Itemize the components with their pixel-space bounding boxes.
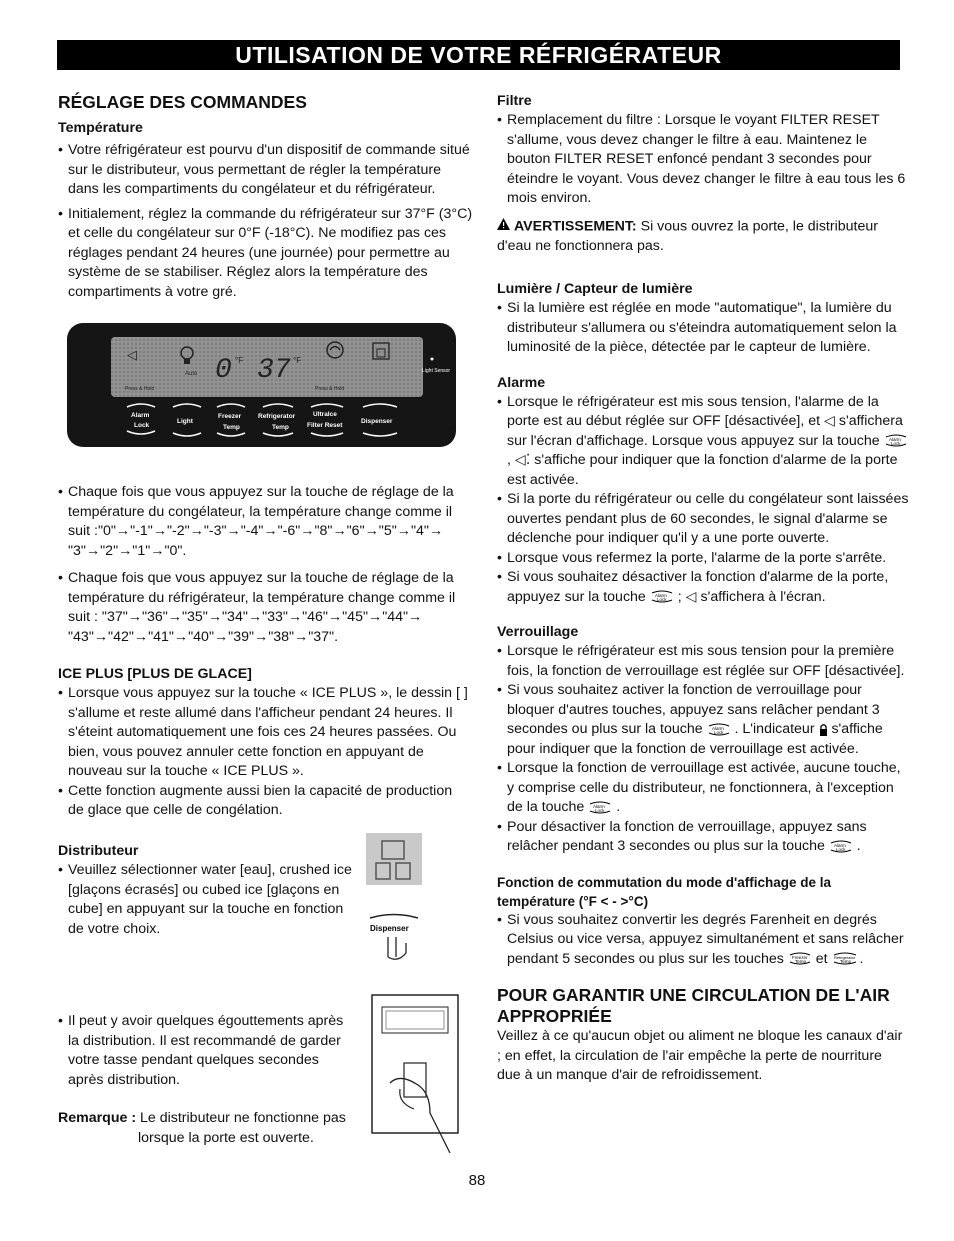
- svg-text:Lock: Lock: [713, 729, 724, 735]
- freezer-temp-readout: 0: [215, 355, 232, 386]
- iceplus-bullet-2: • Cette fonction augmente aussi bien la capacité de production de glace que celle de congélation.: [58, 782, 468, 821]
- svg-text:Freezer: Freezer: [791, 955, 808, 961]
- alarm-heading: Alarme: [497, 374, 546, 391]
- lock-b2-text-c: L'indicateur: [742, 721, 815, 737]
- distributor-bullet: • Veuillez sélectionner water [eau], crushed ice [glaçons écrasés] ou cubed ice [glaçons en cube] en appuyant sur la touche en fonction de votre choix.: [58, 861, 358, 939]
- freezer-button-label: Freezer: [218, 413, 242, 420]
- right-column: [497, 92, 909, 1086]
- alarm-b1-text-c: ,: [507, 452, 511, 468]
- alarm-button-label: Alarm: [131, 412, 150, 419]
- remark-label: Remarque :: [58, 1110, 137, 1126]
- iceplus-heading: ICE PLUS [PLUS DE GLACE]: [58, 666, 252, 682]
- drip-block: [58, 1012, 358, 1148]
- warning-line: [497, 217, 909, 257]
- control-panel-illustration: [67, 323, 456, 447]
- lock-b4-text-b: .: [856, 838, 861, 854]
- refrigerator-temp-button-label: Temp: [272, 424, 289, 431]
- light-sensor-dot: [431, 358, 434, 361]
- alarm-b4-text-c: s'affichera à l'écran.: [700, 588, 826, 605]
- remark-text-1: Le distributeur ne fonctionne pas: [136, 1110, 346, 1126]
- cup-dispenser-illustration: [370, 993, 462, 1153]
- left-column: [58, 92, 473, 302]
- iceplus-bullet-1: • Lorsque vous appuyez sur la touche « ICE PLUS », le dessin [ ] s'allume et reste allumé dans l'afficheur pendant 24 heures. Il s'éteint automatiquement une fois ces 24 heures passées. Ou bien, vous pouvez annuler cette fonction en appuyant de nouveau sur la touche « ICE PLUS ».: [58, 684, 468, 782]
- ultraice-button-label: UltraIce: [313, 411, 337, 418]
- alarm-b1-text-a: Lorsque le réfrigérateur est mis sous tension, l'alarme de la porte est au début réglée sur OFF [désactivée], et: [507, 393, 879, 429]
- alarm-b1-text-b: s'affichera sur l'écran d'affichage. Lorsque vous appuyez sur la touche: [507, 413, 903, 449]
- filter-bullet: • Remplacement du filtre : Lorsque le voyant FILTER RESET s'allume, vous devez changer le filtre à eau. Maintenez le bouton FILTER RESET enfoncé pendant 3 secondes pour éteindre le voyant. Vous devez changer le filtre à eau tous les 6 mois environ.: [497, 111, 909, 209]
- svg-text:Alarm: Alarm: [833, 842, 846, 848]
- lock-indicator-icon: [819, 723, 828, 736]
- finger-press-icon: [388, 937, 406, 959]
- dispenser-button-label: Dispenser: [361, 418, 393, 425]
- remark-line-2: lorsque la porte est ouverte.: [138, 1129, 314, 1146]
- warning-text: Si vous ouvrez la porte, le distributeur d'eau ne fonctionnera pas.: [497, 218, 878, 254]
- alarm-off-icon: ◁: [824, 413, 835, 429]
- distributor-block: [58, 842, 358, 939]
- light-button-label: Light: [177, 418, 193, 425]
- unit-b1-text-b: et: [815, 950, 828, 967]
- fridge-unit: °F: [293, 356, 302, 365]
- temperature-heading: Température: [58, 120, 143, 136]
- lock-bullet-3: [497, 759, 909, 818]
- page-header-title: UTILISATION DE VOTRE RÉFRIGÉRATEUR: [235, 42, 722, 68]
- lock-b2-text-d: s'affiche pour indiquer que la fonction de verrouillage est activée.: [507, 721, 883, 757]
- warning-triangle-icon: [497, 217, 510, 237]
- air-circulation-text: Veillez à ce qu'aucun objet ou aliment ne bloque les canaux d'air ; en effet, la circulation de l'air empêche la perte de nourriture due à un manque d'air de refroidissement.: [497, 1028, 903, 1083]
- svg-text:Alarm: Alarm: [654, 593, 667, 599]
- freezer-sequence-bullet: • Chaque fois que vous appuyez sur la touche de réglage de la température du congélateur, la température change comme il suit :"0"→"-1"→"-2"→"-3"→"-4"→"-6"→"8"→"6"→"5"→"4"→ "3"→"2"→"1"→"0".: [58, 483, 468, 561]
- alarm-lock-key-icon: [884, 434, 908, 447]
- remark-line-1: [58, 1109, 358, 1129]
- refrigerator-button-label: Refrigerator: [258, 413, 296, 420]
- alarm-bullet-1: [497, 393, 909, 491]
- sequence-block: [58, 483, 468, 821]
- unit-b1-text-c: .: [859, 950, 864, 967]
- lock-bullet-4: [497, 818, 909, 857]
- svg-text:Temp: Temp: [794, 959, 806, 965]
- alarm-indicator-icon: ◁: [127, 347, 137, 362]
- svg-text:Refrigerator: Refrigerator: [833, 955, 855, 961]
- alarm-b4-text-a: Si vous souhaitez désactiver la fonction d'alarme de la porte, appuyez sur la touche: [507, 569, 889, 605]
- filter-heading: Filtre: [497, 93, 532, 109]
- lock-b4-text-a: Pour désactiver la fonction de verrouillage, appuyez sans relâcher pendant 3 secondes ou plus sur la touche: [507, 818, 867, 854]
- svg-text:Alarm: Alarm: [888, 437, 901, 443]
- alarm-b4-text-b: ;: [677, 588, 682, 605]
- dispenser-button-illustration: [356, 833, 432, 961]
- section-title-controls: RÉGLAGE DES COMMANDES: [58, 92, 307, 112]
- refrigerator-temp-key-icon: [832, 952, 856, 965]
- svg-text:Lock: Lock: [890, 441, 901, 447]
- svg-text:Lock: Lock: [595, 807, 605, 813]
- alarm-lock-key-icon-2: [650, 590, 674, 603]
- alarm-lock-key-icon-4: [588, 801, 612, 814]
- temperature-bullet-1: • Votre réfrigérateur est pourvu d'un dispositif de commande situé sur le distributeur, vous permettant de régler la température dans les compartiments du congélateur et du réfrigérateur.: [58, 141, 473, 200]
- drip-bullet: • Il peut y avoir quelques égouttements après la distribution. Il est recommandé de garder votre tasse pendant quelques secondes après distribution.: [58, 1012, 358, 1090]
- lock-b2-text-a: Si vous souhaitez activer la fonction de verrouillage pour bloquer d'autres touches, appuyez sans relâcher pendant 3 secondes ou plus sur la touche: [507, 682, 880, 737]
- warning-label: AVERTISSEMENT:: [513, 218, 637, 234]
- press-hold-label-right: Press & Hold: [315, 386, 345, 392]
- press-hold-label-left: Press & Hold: [125, 386, 155, 392]
- lock-b3-text-a: Lorsque la fonction de verrouillage est activée, aucune touche, y comprise celle du distributeur, ne fonctionnera, à l'exception de la touche: [507, 760, 901, 815]
- svg-text:Lock: Lock: [656, 597, 667, 603]
- lock-heading: Verrouillage: [497, 624, 579, 640]
- fridge-sequence-bullet: • Chaque fois que vous appuyez sur la touche de réglage de la température du réfrigérateur, la température change comme il suit : "37"→"36"→"35"→"34"→"33"→"46"→"45"→"44"→ "43"→"42"→"41"→"40"→"39"→"38"→"37".: [58, 569, 468, 647]
- air-circulation-heading: POUR GARANTIR UNE CIRCULATION DE L'AIR APPROPRIÉE: [497, 985, 890, 1026]
- lock-button-label: Lock: [134, 422, 150, 429]
- lock-b2-text-b: .: [734, 721, 739, 737]
- freezer-temp-key-icon: [788, 952, 812, 965]
- unit-switch-bullet: [497, 911, 909, 970]
- alarm-b1-text-d: s'affiche pour indiquer que la fonction d'alarme de la porte est activée.: [507, 452, 898, 488]
- svg-text:Alarm: Alarm: [711, 725, 724, 731]
- temperature-bullet-2: • Initialement, réglez la commande du réfrigérateur sur 37°F (3°C) et celle du congélateur sur 0°F (-18°C). Ne modifiez pas ces réglages pendant 24 heures (une journée) pour permettre au système de se stabiliser. Réglez alors la température des compartiments à votre gré.: [58, 205, 473, 303]
- distributor-heading: Distributeur: [58, 843, 139, 859]
- alarm-bullet-4: [497, 568, 909, 607]
- light-sensor-label: Light Sensor: [422, 368, 451, 374]
- svg-text:Lock: Lock: [835, 846, 846, 852]
- light-bullet: • Si la lumière est réglée en mode "automatique", la lumière du distributeur s'allumera ou s'éteindra automatiquement selon la luminosité de la pièce, détectée par le capteur de lumière.: [497, 299, 909, 358]
- fridge-temp-readout: 37: [257, 355, 291, 386]
- unit-switch-heading: Fonction de commutation du mode d'affichage de la température (°F < - >°C): [497, 874, 831, 909]
- filter-reset-button-label: Filter Reset: [307, 422, 343, 429]
- light-heading: Lumière / Capteur de lumière: [497, 281, 693, 297]
- alarm-off-icon-2: ◁: [685, 588, 697, 605]
- page-number: 88: [468, 1172, 486, 1189]
- lock-b3-text-b: .: [616, 799, 621, 815]
- alarm-on-icon: ◁⁚: [514, 452, 531, 468]
- lock-bullet-2: [497, 681, 909, 759]
- alarm-lock-key-icon-5: [829, 840, 853, 853]
- svg-text:Alarm: Alarm: [593, 803, 606, 809]
- dispenser-illustration-label: Dispenser: [370, 924, 409, 933]
- auto-label: Auto: [185, 371, 198, 377]
- unit-b1-text-a: Si vous souhaitez convertir les degrés Farenheit en degrés Celsius ou vice versa, appuyez simultanément et sans relâcher pendant 5 secondes ou plus sur les touches: [507, 911, 904, 967]
- freezer-unit: °F: [235, 356, 244, 365]
- page-header-banner: [57, 40, 900, 70]
- svg-text:Temp: Temp: [839, 959, 851, 965]
- freezer-temp-button-label: Temp: [223, 424, 240, 431]
- lock-bullet-1: • Lorsque le réfrigérateur est mis sous tension pour la première fois, la fonction de verrouillage est réglée sur OFF [désactivée].: [497, 642, 909, 681]
- alarm-bullet-2: • Si la porte du réfrigérateur ou celle du congélateur sont laissées ouvertes pendant plus de 60 secondes, le signal d'alarme se déclenche pour indiquer qu'il y a une porte ouverte.: [497, 490, 909, 549]
- alarm-bullet-3: • Lorsque vous refermez la porte, l'alarme de la porte s'arrête.: [497, 549, 909, 569]
- alarm-lock-key-icon-3: [707, 723, 731, 736]
